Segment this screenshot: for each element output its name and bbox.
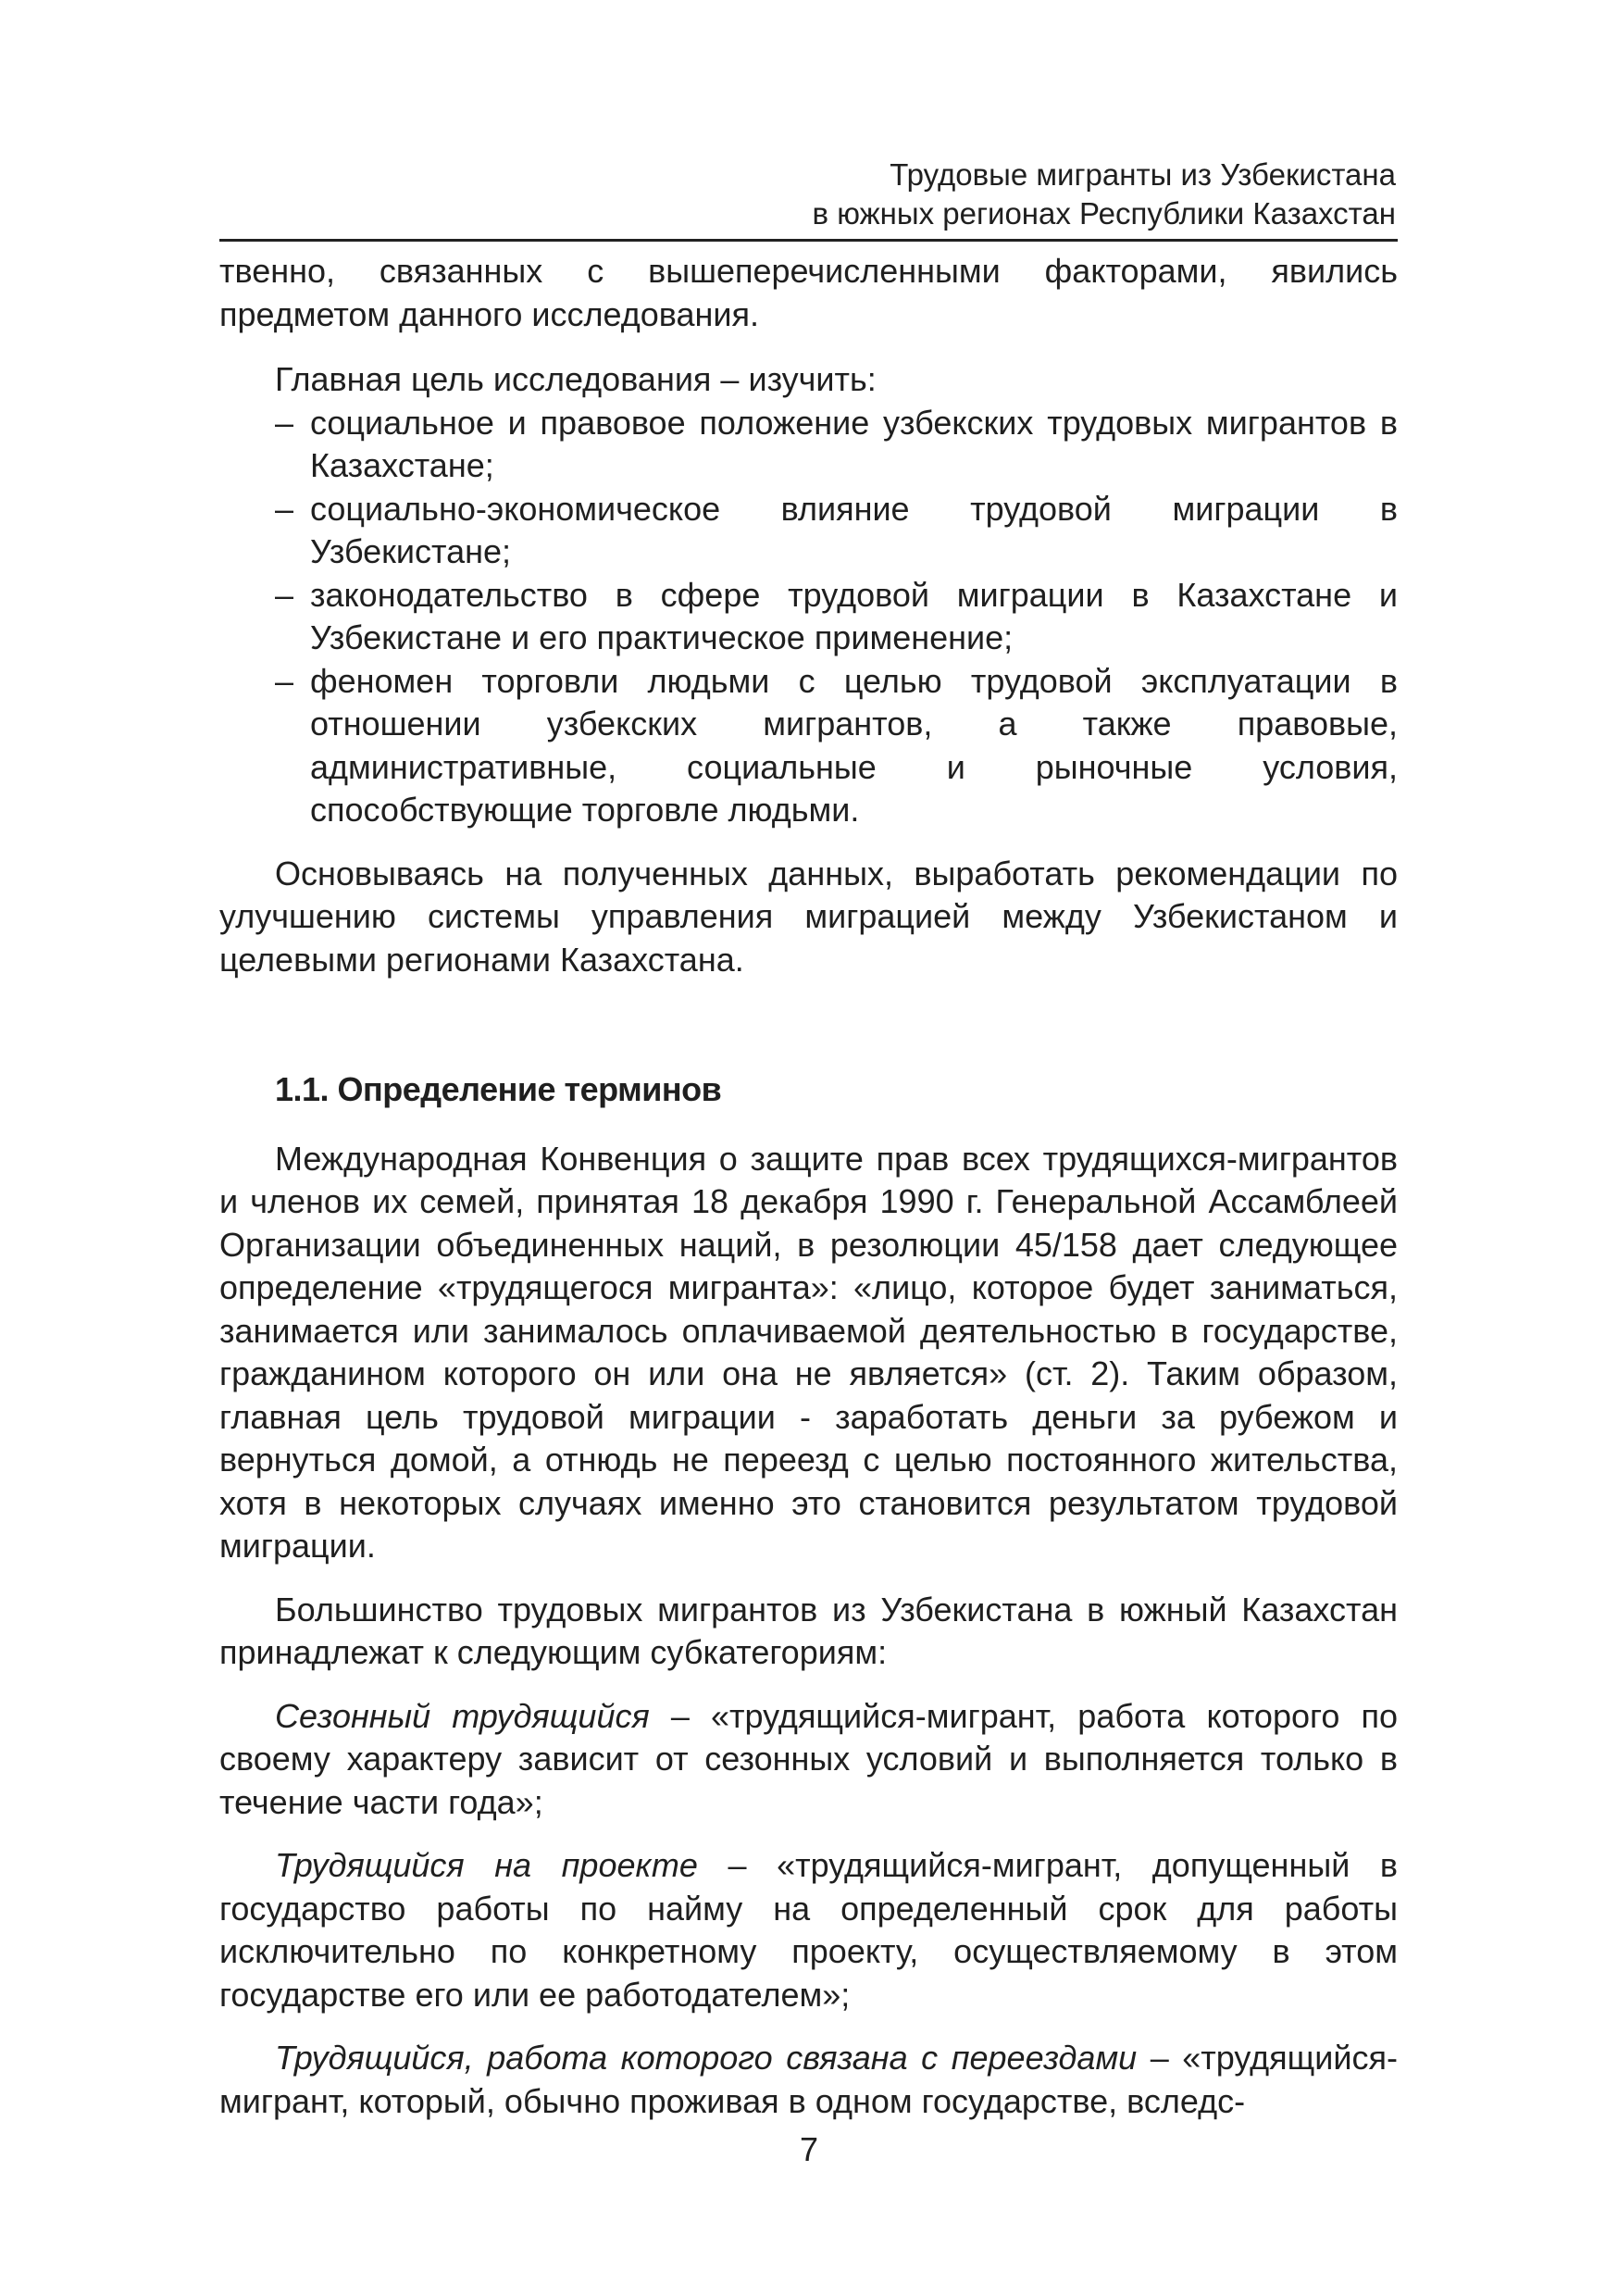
page-number: 7 bbox=[799, 2130, 819, 2168]
continued-paragraph: твенно, связанных с вышеперечисленными факторами, явились предметом данного исследования. bbox=[219, 252, 1398, 333]
definition-term: Сезонный трудящийся bbox=[275, 1696, 650, 1735]
list-item bbox=[219, 488, 1398, 574]
definition-seasonal bbox=[219, 1695, 1398, 1825]
definition-itinerant bbox=[219, 2037, 1398, 2123]
goal-list bbox=[219, 402, 1398, 832]
dash-marker: – bbox=[275, 403, 294, 442]
convention-paragraph: Международная Конвенция о защите прав всех трудящихся-мигрантов и членов их семей, принятая 18 декабря 1990 г. Генеральной Ассамблеей Организации объединенных наций, в резолюции 45/158 дает следующее определение «трудящегося мигранта»: «лицо, которое будет заниматься, занимается или занималось оплачиваемой деятельностью в государстве, гражданином которого он или она не является» (ст. 2). Таким образом, главная цель трудовой миграции - заработать деньги за рубежом и вернуться домой, а отнюдь не переезд с целью постоянного жительства, хотя в некоторых случаях именно это становится результатом трудовой миграции. bbox=[219, 1139, 1398, 1565]
definition-project bbox=[219, 1844, 1398, 2016]
dash-marker: – bbox=[275, 661, 294, 700]
list-item-text: феномен торговли людьми с целью трудовой эксплуатации в отношении узбекских мигрантов, а также правовые, административные, социальные и рыночные условия, способствующие торговле людьми. bbox=[310, 661, 1398, 829]
definition-text: – «трудящийся-мигрант, допущенный в государство работы по найму на определенный срок для работы исключительно по конкретному проекту, осуществляемому в этом государстве его или ее работодателем»; bbox=[219, 1846, 1398, 2014]
list-item-text: законодательство в сфере трудовой миграции в Казахстане и Узбекистане и его практическое применение; bbox=[310, 575, 1398, 656]
list-item-text: социальное и правовое положение узбекских трудовых мигрантов в Казахстане; bbox=[310, 403, 1398, 484]
dash-marker: – bbox=[275, 575, 294, 614]
running-header-line-2: в южных регионах Республики Казахстан bbox=[812, 196, 1396, 231]
list-item bbox=[219, 402, 1398, 488]
goal-intro: Главная цель исследования – изучить: bbox=[275, 360, 877, 398]
definition-term: Трудящийся на проекте bbox=[275, 1846, 698, 1884]
running-header-line-1: Трудовые мигранты из Узбекистана bbox=[890, 157, 1396, 192]
body-text bbox=[219, 250, 1398, 2123]
definition-text: – «трудящийся-мигрант, работа которого по своему характеру зависит от сезонных условий и выполняется только в течение части года»; bbox=[219, 1696, 1398, 1821]
list-item bbox=[219, 574, 1398, 660]
list-item-text: социально-экономическое влияние трудовой миграции в Узбекистане; bbox=[310, 489, 1398, 570]
recommendation-paragraph: Основываясь на полученных данных, выработать рекомендации по улучшению системы управления миграцией между Узбекистаном и целевыми регионами Казахстана. bbox=[219, 854, 1398, 979]
dash-marker: – bbox=[275, 489, 294, 528]
definition-text: – «трудящийся-мигрант, который, обычно проживая в одном государстве, вследс- bbox=[219, 2039, 1398, 2120]
running-header bbox=[470, 156, 1396, 233]
header-rule bbox=[219, 239, 1398, 242]
definition-term: Трудящийся, работа которого связана с переездами bbox=[275, 2039, 1138, 2077]
section-heading: 1.1. Определение терминов bbox=[275, 1070, 722, 1108]
subcategories-paragraph: Большинство трудовых мигрантов из Узбекистана в южный Казахстан принадлежат к следующим субкатегориям: bbox=[219, 1590, 1398, 1671]
list-item bbox=[219, 660, 1398, 832]
